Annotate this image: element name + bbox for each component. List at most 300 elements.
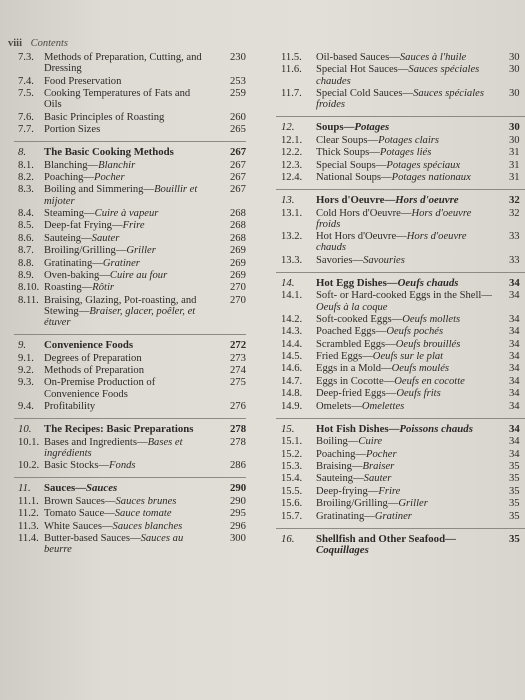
title-separator-dash: — [343,121,355,134]
toc-entry[interactable] [276,326,525,337]
toc-entry[interactable] [276,231,525,253]
entry-page-number: 290 [230,495,246,507]
toc-entry[interactable] [276,314,525,325]
entry-page-number: 290 [230,482,247,495]
title-separator-dash: — [388,422,400,435]
toc-entry[interactable] [276,449,525,460]
entry-page-number: 33 [509,231,520,243]
toc-section-heading[interactable] [276,534,525,556]
entry-title-french: Oeufs chauds [397,276,459,289]
entry-page-number: 296 [230,520,246,532]
entry-title-english: Blanching [44,159,88,171]
entry-number: 12. [281,121,295,134]
toc-section-heading[interactable] [0,147,262,158]
title-separator-dash: — [400,207,412,219]
section-divider [276,528,525,529]
entry-title [44,377,202,399]
entry-page-number: 35 [509,510,520,522]
toc-entry[interactable] [276,436,525,447]
entry-title-english: Oven-baking [44,269,100,281]
entry-number: 15.4. [281,473,303,485]
title-separator-dash: — [83,171,95,183]
entry-page-number: 268 [230,207,246,219]
entry-page-number: 230 [230,52,246,63]
title-separator-dash: — [352,254,364,266]
entry-title [316,290,496,312]
entry-page-number: 35 [509,485,520,497]
title-separator-dash: — [369,147,380,159]
entry-page-number: 35 [509,461,520,473]
entry-title [44,258,202,269]
entry-number: 13. [281,194,295,207]
entry-page-number: 32 [509,207,520,219]
entry-title-english: Deep-fat Frying [44,220,112,232]
title-separator-dash: — [381,363,392,375]
entry-title-english: Methods of Preparation, Cutting, and Dressing [44,52,202,75]
section-divider [276,189,525,190]
entry-number: 13.1. [281,207,303,219]
toc-section-heading[interactable] [0,424,262,435]
entry-title-french: Potages [354,121,390,134]
entry-title-french: Hors d'oeuvre [395,194,459,207]
entry-number: 8.7. [18,245,34,257]
entry-title [44,76,202,87]
entry-page-number: 34 [509,375,520,387]
entry-number: 14.4. [281,338,303,350]
entry-title-english: Hot Fish Dishes [316,422,389,435]
entry-title [316,449,496,460]
entry-title-english: Braising [316,461,352,473]
entry-number: 8.5. [18,220,34,232]
entry-number: 8.3. [18,184,34,196]
entry-title-french: Braiser, glacer, poêler, et étuver [44,305,196,329]
entry-title [44,340,202,351]
entry-title-english: Special Cold Sauces [316,87,403,99]
entry-number: 11.6. [281,64,302,76]
toc-entry[interactable] [0,220,262,231]
entry-title-english: Sauces [44,482,76,495]
entry-title-french: Sauces spéciales froides [316,87,484,111]
title-separator-dash: — [81,232,92,244]
toc-entry[interactable] [0,377,262,399]
entry-title-english: Soft- or Hard-cooked Eggs in the Shell [316,290,482,302]
title-separator-dash: — [384,194,396,207]
entry-title [316,486,496,497]
toc-entry[interactable] [276,290,525,312]
entry-number: 7.6. [18,111,34,123]
entry-title-english: Poaching [44,171,84,183]
entry-title-french: Frire [122,220,145,232]
entry-number: 14.2. [281,313,303,325]
title-separator-dash: — [375,326,387,338]
entry-title-english: Oil-based Sauces [316,52,390,63]
title-separator-dash: — [84,207,95,219]
contents-column-left [0,52,262,557]
toc-entry[interactable] [276,339,525,350]
section-divider [276,418,525,419]
title-separator-dash: — [481,290,492,302]
entry-number: 8.11. [18,294,39,306]
entry-title-english: Profitability [44,401,96,413]
entry-title [44,147,202,158]
entry-title [316,135,496,146]
entry-title [44,460,202,471]
entry-title [44,483,202,494]
entry-title-english: Tomato Sauce [44,508,105,520]
toc-entry[interactable] [276,498,525,509]
toc-entry[interactable] [276,401,525,412]
title-separator-dash: — [396,231,407,243]
title-separator-dash: — [351,400,362,412]
entry-title [44,208,202,219]
entry-title [44,437,202,459]
entry-title-french: Oeufs brouillés [395,338,461,350]
entry-title [44,353,202,364]
entry-number: 15.5. [281,485,303,497]
title-separator-dash: — [104,495,116,507]
entry-title-french: Potages nationaux [391,171,471,183]
entry-page-number: 34 [509,290,520,302]
entry-title-english: Degrees of Preparation [44,352,142,364]
title-separator-dash: — [92,257,103,269]
toc-entry[interactable] [0,76,262,87]
title-separator-dash: — [383,375,395,387]
entry-title [44,424,202,435]
entry-title [316,511,496,522]
title-separator-dash: — [389,52,400,63]
entry-page-number: 34 [509,400,520,412]
toc-entry[interactable] [0,353,262,364]
entry-title-english: Food Preservation [44,75,122,87]
entry-page-number: 300 [230,533,246,544]
title-separator-dash: — [445,532,456,545]
entry-title-french: Coquillages [316,544,369,556]
entry-page-number: 34 [509,351,520,363]
entry-page-number: 34 [509,436,520,448]
entry-title [44,365,202,376]
title-separator-dash: — [385,338,396,350]
entry-title-english: Eggs in a Mold [316,363,382,375]
entry-title-french: Blanchir [98,159,136,171]
entry-title-french: Potages spéciaux [386,159,461,171]
entry-title [44,496,202,507]
title-separator-dash: — [351,461,363,473]
entry-title-english: Deep-frying [316,485,368,497]
entry-number: 8.2. [18,171,34,183]
title-separator-dash: — [364,510,375,522]
entry-page-number: 34 [509,388,520,400]
entry-title-french: Potages liés [379,147,432,159]
entry-title [44,508,202,519]
toc-entry[interactable] [276,172,525,183]
entry-number: 12.2. [281,147,303,159]
toc-entry[interactable] [276,363,525,374]
entry-title-english: Savories [316,254,353,266]
entry-page-number: 265 [230,123,246,135]
entry-page-number: 34 [509,338,520,350]
entry-title [316,388,496,399]
entry-title-french: Sauces à l'huile [399,52,467,63]
entry-page-number: 268 [230,220,246,232]
entry-number: 11.2. [18,508,39,520]
entry-title-english: Soft-cooked Eggs [316,313,392,325]
title-separator-dash: — [129,533,141,544]
title-separator-dash: — [99,269,110,281]
entry-number: 7.4. [18,75,34,87]
entry-title-french: Sauces brunes [115,495,177,507]
entry-title-english: Boiling [316,436,348,448]
section-divider [14,141,246,142]
entry-page-number: 30 [509,87,520,99]
toc-entry[interactable] [276,461,525,472]
entry-title-english: The Recipes: Basic Preparations [44,423,194,436]
toc-entry[interactable] [0,124,262,135]
entry-title [316,326,496,337]
toc-entry[interactable] [0,270,262,281]
toc-entry[interactable] [0,460,262,471]
entry-title [44,52,202,74]
entry-title [316,208,496,230]
entry-title-french: Sauces au beurre [44,533,184,556]
toc-entry[interactable] [0,172,262,183]
entry-number: 14. [281,276,295,289]
toc-entry[interactable] [0,88,262,110]
entry-page-number: 275 [230,377,246,389]
toc-entry[interactable] [0,295,262,329]
entry-page-number: 30 [509,121,520,134]
toc-entry[interactable] [0,496,262,507]
entry-page-number: 34 [509,363,520,375]
entry-title-french: Sauce tomate [114,508,172,520]
toc-section-heading[interactable] [276,424,525,435]
entry-page-number: 32 [509,194,520,207]
toc-entry[interactable] [0,533,262,555]
toc-entry[interactable] [0,245,262,256]
entry-number: 10.2. [18,460,40,472]
toc-entry[interactable] [0,258,262,269]
entry-title-english: Convenience Foods [44,339,134,352]
toc-entry[interactable] [0,184,262,206]
entry-number: 12.4. [281,171,303,183]
toc-section-heading[interactable] [0,483,262,494]
entry-title-english: Steaming [44,207,85,219]
entry-title-french: Pocher [94,171,125,183]
toc-entry[interactable] [0,508,262,519]
toc-section-heading[interactable] [0,340,262,351]
entry-title [316,172,496,183]
entry-page-number: 31 [509,171,520,183]
entry-title-french: Oeufs frits [396,388,441,400]
entry-title-english: Gratinating [44,257,93,269]
entry-title-english: Soups [316,121,344,134]
toc-entry[interactable] [0,208,262,219]
toc-entry[interactable] [276,135,525,146]
entry-page-number: 272 [230,339,247,352]
entry-title-english: On-Premise Production of Convenience Foods [44,377,156,400]
entry-page-number: 278 [230,423,247,436]
entry-title-english: Brown Sauces [44,495,105,507]
entry-number: 9.1. [18,352,34,364]
entry-title [316,534,496,556]
entry-title [44,172,202,183]
toc-entry[interactable] [0,365,262,376]
entry-title [44,124,202,135]
entry-title-french: Cuire [358,436,383,448]
entry-title-french: Sauces spéciales chaudes [316,64,480,87]
toc-entry[interactable] [276,351,525,362]
entry-title-english: White Sauces [44,520,102,532]
entry-title [316,64,496,86]
entry-number: 16. [281,532,295,545]
entry-title [316,436,496,447]
entry-number: 11.7. [281,87,302,99]
entry-number: 11. [18,482,31,495]
entry-title [316,376,496,387]
entry-title-french: Pocher [366,448,397,460]
entry-page-number: 270 [230,294,246,306]
entry-number: 14.6. [281,363,303,375]
toc-entry[interactable] [0,233,262,244]
toc-entry[interactable] [276,486,525,497]
toc-entry[interactable] [276,147,525,158]
entry-number: 13.2. [281,231,303,243]
entry-page-number: 30 [509,64,520,76]
entry-title [316,195,496,206]
entry-title [44,233,202,244]
entry-title-english: Boiling and Simmering [44,184,144,196]
entry-title-english: Clear Soups [316,134,368,146]
entry-number: 8.10. [18,282,40,294]
entry-title-french: Potages clairs [378,134,440,146]
entry-title-english: Basic Stocks [44,460,99,472]
title-separator-dash: — [111,220,123,232]
entry-number: 9.3. [18,377,34,389]
entry-title [44,533,202,555]
title-separator-dash: — [355,448,367,460]
entry-number: 8.4. [18,207,34,219]
toc-entry[interactable] [276,64,525,86]
toc-section-heading[interactable] [276,278,525,289]
entry-title-english: Cooking Temperatures of Fats and Oils [44,87,191,111]
entry-title [316,498,496,509]
entry-title [44,270,202,281]
entry-number: 12.1. [281,134,303,146]
entry-title [316,351,496,362]
entry-number: 15. [281,422,295,435]
entry-title-french: Fonds [109,460,136,472]
toc-entry[interactable] [276,88,525,110]
entry-title-english: Special Soups [316,159,376,171]
section-divider [276,272,525,273]
entry-title-english: The Basic Cooking Methods [44,146,174,159]
entry-number: 13.3. [281,254,303,266]
entry-page-number: 274 [230,365,246,377]
entry-title-french: Sauces blanches [112,520,183,532]
entry-page-number: 34 [509,422,520,435]
entry-number: 14.9. [281,400,303,412]
toc-entry[interactable] [276,52,525,63]
entry-number: 7.5. [18,87,34,99]
toc-entry[interactable] [276,208,525,230]
entry-title-french: Oeufs sur le plat [372,351,444,363]
entry-title-french: Oeufs moulés [391,363,450,375]
entry-title-french: Sauter [91,232,120,244]
entry-title-english: Special Hot Sauces [316,64,398,76]
entry-page-number: 31 [509,159,520,171]
entry-number: 11.1. [18,495,39,507]
toc-section-heading[interactable] [276,122,525,133]
entry-title-french: Oeufs à la coque [316,301,388,313]
entry-title [316,231,496,253]
toc-entry[interactable] [0,282,262,293]
toc-entry[interactable] [0,52,262,74]
entry-number: 10.1. [18,436,40,448]
toc-section-heading[interactable] [276,195,525,206]
entry-page-number: 269 [230,257,246,269]
toc-entry[interactable] [0,521,262,532]
entry-title-english: Hot Hors d'Oeuvre [316,231,397,243]
entry-number: 8.8. [18,257,34,269]
entry-title-english: Poached Eggs [316,326,376,338]
toc-entry[interactable] [0,112,262,123]
entry-number: 7.3. [18,52,34,63]
entry-number: 12.3. [281,159,303,171]
entry-number: 9. [18,339,27,352]
entry-number: 8.9. [18,269,34,281]
entry-page-number: 30 [509,134,520,146]
title-separator-dash: — [402,87,414,99]
entry-title-english: Fried Eggs [316,351,363,363]
entry-title [44,88,202,110]
toc-entry[interactable] [276,473,525,484]
toc-entry[interactable] [0,160,262,171]
title-separator-dash: — [136,436,148,448]
entry-page-number: 260 [230,111,246,123]
toc-entry[interactable] [0,401,262,412]
entry-title-french: Poissons chauds [399,422,473,435]
entry-title-french: Rôtir [92,282,115,294]
title-separator-dash: — [75,482,86,495]
entry-title-english: Deep-fried Eggs [316,388,386,400]
toc-entry[interactable] [276,160,525,171]
entry-title [44,220,202,231]
entry-page-number: 267 [230,159,246,171]
entry-title-french: Sauter [363,473,392,485]
entry-title [44,521,202,532]
entry-title-french: Savouries [363,254,405,266]
section-divider [14,418,246,419]
entry-page-number: 35 [509,473,520,485]
toc-entry[interactable] [276,388,525,399]
entry-page-number: 34 [509,313,520,325]
toc-entry[interactable] [0,437,262,459]
entry-title-english: Butter-based Sauces [44,533,130,544]
toc-entry[interactable] [276,255,525,266]
entry-title-english: Bases and Ingredients [44,436,137,448]
entry-page-number: 259 [230,87,246,99]
entry-title [316,160,496,171]
entry-title-english: Eggs in Cocotte [316,375,384,387]
toc-entry[interactable] [276,376,525,387]
entry-title-english: Hors d'Oeuvre [316,194,385,207]
entry-title-english: Broiling/Grilling [44,245,116,257]
entry-number: 14.7. [281,375,303,387]
section-divider [276,116,525,117]
entry-page-number: 267 [230,171,246,183]
title-separator-dash: — [367,134,379,146]
entry-title-english: Sauteing [44,232,82,244]
toc-entry[interactable] [276,511,525,522]
